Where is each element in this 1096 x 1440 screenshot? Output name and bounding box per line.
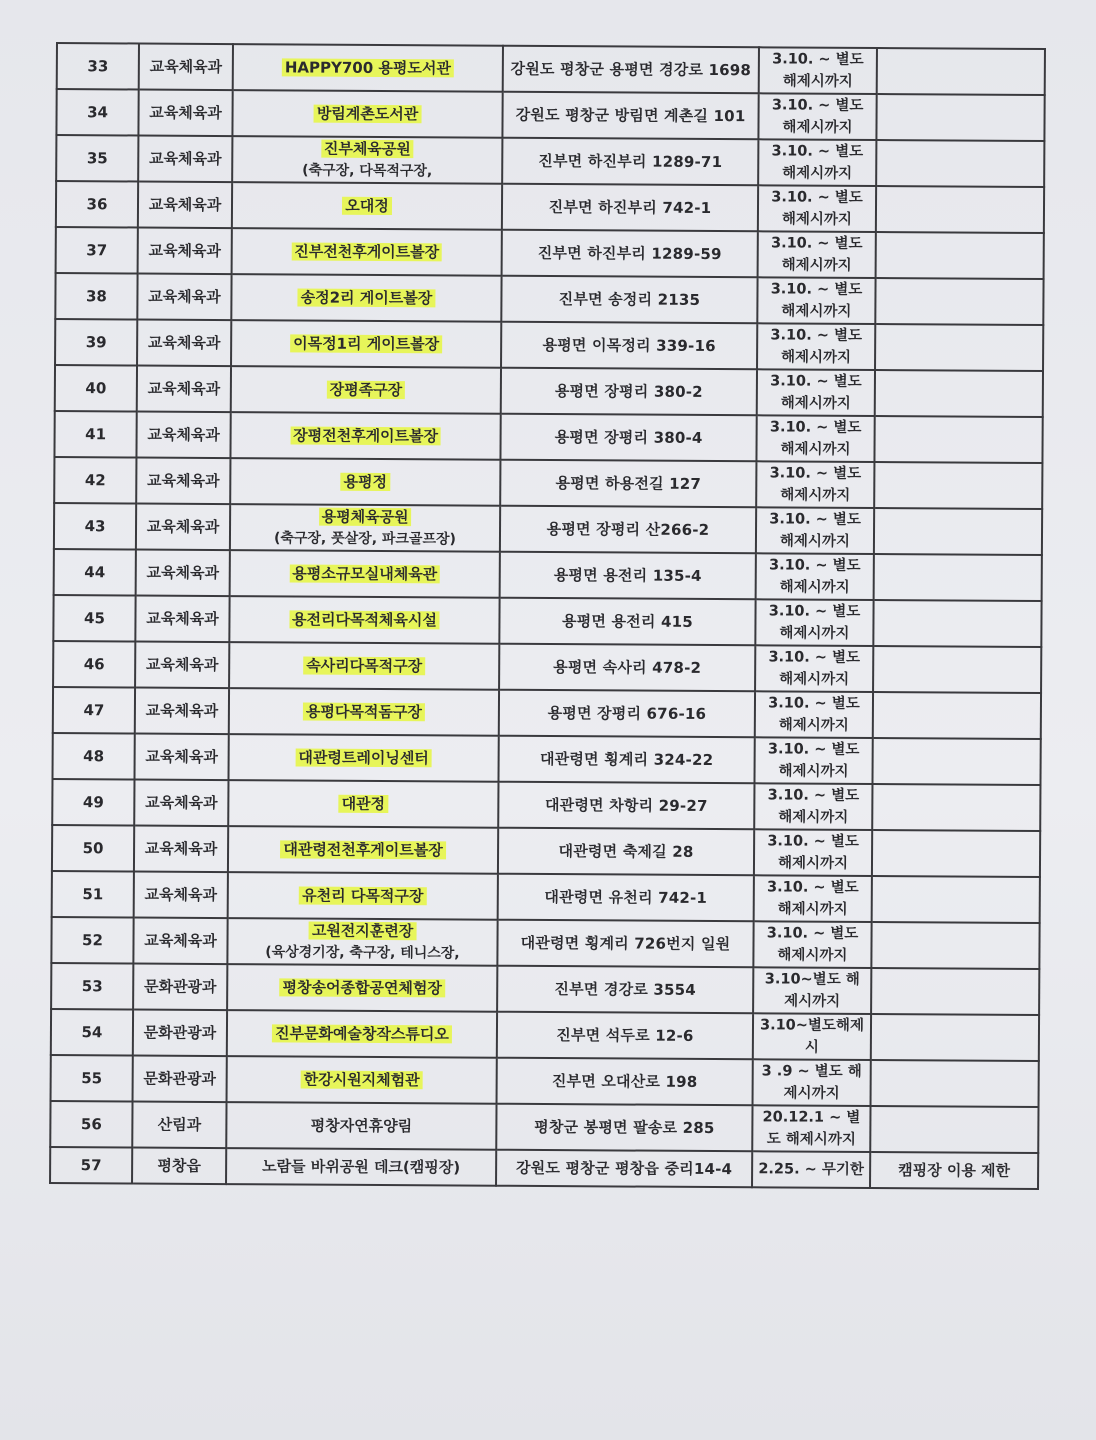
department-cell: 문화관광과 bbox=[133, 1009, 227, 1056]
department-cell: 교육체육과 bbox=[138, 136, 232, 183]
period-cell: 3.10~별도 해 제시까지 bbox=[753, 967, 871, 1014]
address-cell: 용평면 장평리 676-16 bbox=[499, 690, 755, 738]
table-row bbox=[56, 89, 1044, 141]
facility-cell bbox=[230, 458, 500, 506]
row-number-cell: 42 bbox=[54, 457, 136, 504]
address-cell: 강원도 평창군 평창읍 중리14-4 bbox=[496, 1150, 752, 1188]
period-cell: 3.10. ~ 별도 해제시까지 bbox=[754, 783, 872, 830]
note-cell bbox=[871, 1060, 1039, 1107]
address-cell: 용평면 용전리 415 bbox=[499, 598, 755, 646]
facility-name: 속사리다목적구장 bbox=[303, 657, 425, 676]
facility-restriction-table bbox=[49, 42, 1046, 1190]
table-row bbox=[56, 227, 1044, 279]
table-row bbox=[52, 733, 1040, 785]
note-cell bbox=[874, 554, 1042, 601]
note-cell bbox=[874, 416, 1042, 463]
period-cell: 3.10. ~ 별도 해제시까지 bbox=[757, 323, 875, 370]
note-cell bbox=[876, 94, 1044, 141]
department-cell: 교육체육과 bbox=[137, 274, 231, 321]
note-cell bbox=[874, 462, 1042, 509]
address-cell: 진부면 송정리 2135 bbox=[501, 276, 757, 324]
table-row bbox=[55, 319, 1043, 371]
facility-cell bbox=[227, 1056, 497, 1104]
row-number-cell: 53 bbox=[51, 963, 133, 1010]
table-row bbox=[52, 825, 1040, 877]
note-cell bbox=[876, 140, 1044, 187]
facility-name: 대관령전천후게이트볼장 bbox=[280, 840, 446, 859]
table-row bbox=[52, 871, 1040, 923]
note-cell bbox=[873, 600, 1041, 647]
row-number-cell: 46 bbox=[53, 641, 135, 688]
department-cell: 교육체육과 bbox=[138, 228, 232, 275]
period-cell: 3.10. ~ 별도 해제시까지 bbox=[756, 553, 874, 600]
department-cell: 교육체육과 bbox=[138, 90, 232, 137]
row-number-cell: 33 bbox=[57, 43, 139, 90]
row-number-cell: 49 bbox=[52, 779, 134, 826]
facility-cell bbox=[227, 918, 497, 966]
row-number-cell: 54 bbox=[51, 1009, 133, 1056]
table-row bbox=[51, 1055, 1039, 1107]
row-number-cell: 51 bbox=[52, 871, 134, 918]
period-cell: 3.10. ~ 별도 해제시까지 bbox=[755, 599, 873, 646]
facility-name: 용평정 bbox=[341, 473, 391, 491]
facility-cell bbox=[227, 964, 497, 1012]
period-cell: 3.10. ~ 별도 해제시까지 bbox=[754, 875, 872, 922]
facility-name: 방림계촌도서관 bbox=[314, 105, 422, 124]
address-cell: 용평면 장평리 380-2 bbox=[501, 368, 757, 416]
facility-cell bbox=[232, 228, 502, 276]
facility-subtext: (축구장, 다목적구장, bbox=[302, 162, 433, 180]
row-number-cell: 47 bbox=[53, 687, 135, 734]
address-cell: 진부면 석두로 12-6 bbox=[497, 1012, 753, 1060]
facility-subtext: (축구장, 풋살장, 파크골프장) bbox=[273, 530, 456, 548]
facility-cell bbox=[231, 366, 501, 414]
facility-cell bbox=[232, 136, 502, 184]
department-cell: 교육체육과 bbox=[134, 871, 228, 918]
facility-name: 진부체육공원 bbox=[321, 140, 414, 159]
row-number-cell: 39 bbox=[55, 319, 137, 366]
table-row bbox=[57, 43, 1045, 95]
address-cell: 대관령면 차항리 29-27 bbox=[498, 782, 754, 830]
note-cell bbox=[876, 232, 1044, 279]
row-number-cell: 41 bbox=[54, 411, 136, 458]
table-row bbox=[56, 135, 1044, 187]
facility-name: 대관령트레이닝센터 bbox=[295, 748, 432, 767]
facility-cell bbox=[227, 1010, 497, 1058]
table-row bbox=[54, 411, 1042, 463]
facility-cell bbox=[232, 90, 502, 138]
department-cell: 교육체육과 bbox=[135, 641, 229, 688]
facility-name: 용평체육공원 bbox=[319, 508, 412, 527]
table-row bbox=[54, 549, 1042, 601]
department-cell: 평창읍 bbox=[132, 1147, 226, 1184]
department-cell: 교육체육과 bbox=[135, 595, 229, 642]
facility-name: 진부전천후게이트볼장 bbox=[291, 242, 442, 261]
facility-cell bbox=[230, 504, 500, 552]
facility-cell bbox=[230, 550, 500, 598]
note-cell bbox=[874, 508, 1042, 555]
facility-cell bbox=[226, 1148, 496, 1186]
period-cell: 3.10. ~ 별도 해제시까지 bbox=[758, 139, 876, 186]
facility-cell bbox=[228, 872, 498, 920]
facility-name: 한강시원지체험관 bbox=[301, 1071, 423, 1090]
table-row bbox=[54, 457, 1042, 509]
note-cell bbox=[875, 324, 1043, 371]
facility-name: 노람들 바위공원 데크(캠핑장) bbox=[262, 1157, 461, 1177]
address-cell: 진부면 하진부리 1289-71 bbox=[502, 138, 758, 186]
row-number-cell: 57 bbox=[50, 1147, 132, 1184]
note-cell bbox=[872, 830, 1040, 877]
department-cell: 교육체육과 bbox=[133, 917, 227, 964]
period-cell: 3.10. ~ 별도 해제시까지 bbox=[755, 645, 873, 692]
period-cell: 2.25. ~ 무기한 bbox=[752, 1151, 870, 1188]
period-cell: 3.10. ~ 별도 해제시까지 bbox=[754, 737, 872, 784]
row-number-cell: 37 bbox=[56, 227, 138, 274]
address-cell: 진부면 하진부리 1289-59 bbox=[502, 230, 758, 278]
address-cell: 대관령면 횡계리 726번지 일원 bbox=[497, 920, 753, 968]
department-cell: 교육체육과 bbox=[134, 733, 228, 780]
facility-cell bbox=[226, 1102, 496, 1150]
facility-cell bbox=[229, 642, 499, 690]
period-cell: 3.10. ~ 별도 해제시까지 bbox=[756, 415, 874, 462]
note-cell bbox=[871, 968, 1039, 1015]
period-cell: 3.10~별도해제 시 bbox=[753, 1013, 871, 1060]
facility-name: 용평다목적돔구장 bbox=[303, 703, 425, 722]
row-number-cell: 44 bbox=[54, 549, 136, 596]
facility-cell bbox=[228, 826, 498, 874]
department-cell: 교육체육과 bbox=[135, 687, 229, 734]
note-cell bbox=[870, 1106, 1038, 1153]
department-cell: 교육체육과 bbox=[136, 503, 230, 550]
address-cell: 진부면 경강로 3554 bbox=[497, 966, 753, 1014]
note-cell bbox=[871, 1014, 1039, 1061]
note-cell bbox=[872, 738, 1040, 785]
facility-name: 평창자연휴양림 bbox=[310, 1116, 413, 1136]
department-cell: 문화관광과 bbox=[133, 963, 227, 1010]
table-body bbox=[50, 43, 1045, 1189]
table-row bbox=[54, 503, 1042, 555]
row-number-cell: 35 bbox=[56, 135, 138, 182]
period-cell: 3 .9 ~ 별도 해 제시까지 bbox=[753, 1059, 871, 1106]
table-row bbox=[51, 963, 1039, 1015]
table-row bbox=[50, 1147, 1038, 1189]
row-number-cell: 34 bbox=[56, 89, 138, 136]
facility-name: 오대정 bbox=[342, 197, 392, 215]
note-cell bbox=[871, 922, 1039, 969]
row-number-cell: 45 bbox=[53, 595, 135, 642]
period-cell: 3.10. ~ 별도 해제시까지 bbox=[759, 47, 877, 94]
row-number-cell: 55 bbox=[51, 1055, 133, 1102]
row-number-cell: 52 bbox=[51, 917, 133, 964]
address-cell: 대관령면 횡계리 324-22 bbox=[498, 736, 754, 784]
facility-name: 용평소규모실내체육관 bbox=[289, 564, 440, 583]
row-number-cell: 48 bbox=[52, 733, 134, 780]
department-cell: 교육체육과 bbox=[139, 44, 233, 91]
note-cell bbox=[875, 370, 1043, 417]
address-cell: 용평면 하용전길 127 bbox=[500, 460, 756, 508]
table-row bbox=[51, 1009, 1039, 1061]
department-cell: 문화관광과 bbox=[133, 1055, 227, 1102]
facility-cell bbox=[232, 182, 502, 230]
facility-name: 용전리다목적체육시설 bbox=[289, 610, 440, 629]
facility-name: 이목정1리 게이트볼장 bbox=[290, 334, 442, 353]
address-cell: 평창군 봉평면 팔송로 285 bbox=[496, 1104, 752, 1152]
facility-subtext: (육상경기장, 축구장, 테니스장, bbox=[265, 944, 460, 962]
period-cell: 3.10. ~ 별도 해제시까지 bbox=[757, 277, 875, 324]
table-row bbox=[50, 1101, 1038, 1153]
address-cell: 대관령면 축제길 28 bbox=[498, 828, 754, 876]
facility-name: 장평전천후게이트볼장 bbox=[290, 426, 441, 445]
period-cell: 3.10. ~ 별도 해제시까지 bbox=[754, 829, 872, 876]
period-cell: 3.10. ~ 별도 해제시까지 bbox=[758, 231, 876, 278]
period-cell: 3.10. ~ 별도 해제시까지 bbox=[753, 921, 871, 968]
period-cell: 3.10. ~ 별도 해제시까지 bbox=[758, 185, 876, 232]
period-cell: 20.12.1 ~ 별도 해제시까지 bbox=[752, 1105, 870, 1152]
period-cell: 3.10. ~ 별도 해제시까지 bbox=[756, 507, 874, 554]
department-cell: 교육체육과 bbox=[136, 549, 230, 596]
row-number-cell: 38 bbox=[55, 273, 137, 320]
department-cell: 교육체육과 bbox=[136, 412, 230, 459]
note-cell bbox=[875, 278, 1043, 325]
facility-cell bbox=[228, 734, 498, 782]
department-cell: 산림과 bbox=[132, 1101, 226, 1148]
row-number-cell: 36 bbox=[56, 181, 138, 228]
table-row bbox=[52, 779, 1040, 831]
facility-cell bbox=[230, 412, 500, 460]
row-number-cell: 50 bbox=[52, 825, 134, 872]
note-cell bbox=[877, 48, 1045, 95]
table-row bbox=[55, 365, 1043, 417]
facility-name: 고원전지훈련장 bbox=[309, 922, 417, 941]
facility-name: 유천리 다목적구장 bbox=[299, 887, 426, 906]
facility-cell bbox=[233, 44, 503, 92]
note-cell bbox=[872, 784, 1040, 831]
facility-name: HAPPY700 용평도서관 bbox=[282, 58, 454, 77]
table-row bbox=[51, 917, 1039, 969]
address-cell: 용평면 장평리 380-4 bbox=[500, 414, 756, 462]
address-cell: 용평면 속사리 478-2 bbox=[499, 644, 755, 692]
note-cell: 캠핑장 이용 제한 bbox=[870, 1152, 1038, 1189]
row-number-cell: 43 bbox=[54, 503, 136, 550]
facility-cell bbox=[231, 320, 501, 368]
facility-name: 송정2리 게이트볼장 bbox=[298, 288, 436, 307]
period-cell: 3.10. ~ 별도 해제시까지 bbox=[756, 461, 874, 508]
address-cell: 용평면 장평리 산266-2 bbox=[500, 506, 756, 554]
note-cell bbox=[873, 646, 1041, 693]
period-cell: 3.10. ~ 별도 해제시까지 bbox=[757, 369, 875, 416]
department-cell: 교육체육과 bbox=[137, 366, 231, 413]
table-row bbox=[56, 181, 1044, 233]
address-cell: 진부면 오대산로 198 bbox=[497, 1058, 753, 1106]
facility-cell bbox=[231, 274, 501, 322]
address-cell: 용평면 용전리 135-4 bbox=[500, 552, 756, 600]
table-row bbox=[53, 641, 1041, 693]
row-number-cell: 56 bbox=[50, 1101, 132, 1148]
address-cell: 대관령면 유천리 742-1 bbox=[498, 874, 754, 922]
facility-cell bbox=[229, 688, 499, 736]
address-cell: 강원도 평창군 방림면 계촌길 101 bbox=[502, 92, 758, 140]
table-row bbox=[53, 595, 1041, 647]
department-cell: 교육체육과 bbox=[134, 779, 228, 826]
department-cell: 교육체육과 bbox=[136, 457, 230, 504]
facility-cell bbox=[228, 780, 498, 828]
address-cell: 강원도 평창군 용평면 경강로 1698 bbox=[503, 46, 759, 94]
period-cell: 3.10. ~ 별도 해제시까지 bbox=[758, 93, 876, 140]
facility-name: 장평족구장 bbox=[327, 381, 406, 399]
period-cell: 3.10. ~ 별도 해제시까지 bbox=[755, 691, 873, 738]
note-cell bbox=[873, 692, 1041, 739]
department-cell: 교육체육과 bbox=[137, 320, 231, 367]
department-cell: 교육체육과 bbox=[138, 182, 232, 229]
facility-name: 대관정 bbox=[339, 795, 389, 813]
note-cell bbox=[876, 186, 1044, 233]
row-number-cell: 40 bbox=[55, 365, 137, 412]
address-cell: 진부면 하진부리 742-1 bbox=[502, 184, 758, 232]
facility-name: 진부문화예술창작스튜디오 bbox=[272, 1024, 452, 1043]
table-row bbox=[53, 687, 1041, 739]
department-cell: 교육체육과 bbox=[134, 825, 228, 872]
table-row bbox=[55, 273, 1043, 325]
facility-name: 평창송어종합공연체험장 bbox=[279, 978, 445, 997]
note-cell bbox=[872, 876, 1040, 923]
facility-cell bbox=[229, 596, 499, 644]
address-cell: 용평면 이목정리 339-16 bbox=[501, 322, 757, 370]
